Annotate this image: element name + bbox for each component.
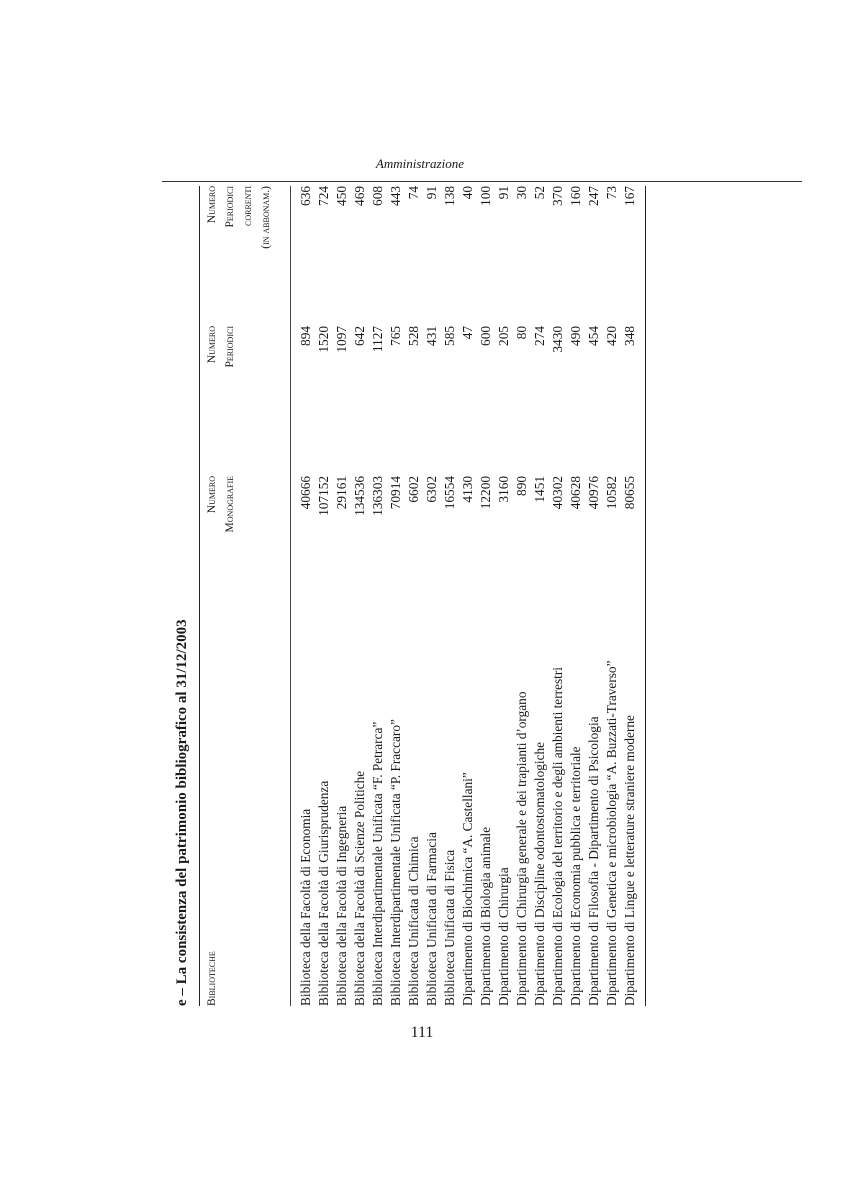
monografie-value: 29161	[333, 476, 349, 510]
table-title: e – La consistenza del patrimonio bibliografico al 31/12/2003	[174, 619, 190, 1006]
library-name: Dipartimento di Ecologia del territorio e degli ambienti terrestri	[549, 667, 565, 1006]
library-name: Dipartimento di Biochimica “A. Castellani”	[459, 772, 475, 1006]
correnti-value: 443	[387, 186, 403, 206]
correnti-value: 40	[459, 186, 475, 200]
monografie-value: 10582	[603, 476, 619, 510]
header-correnti-line: (in abbonam.)	[260, 186, 272, 249]
periodici-value: 454	[585, 326, 601, 346]
periodici-value: 47	[459, 326, 475, 340]
library-name: Biblioteca della Facoltà di Scienze Politiche	[351, 770, 367, 1006]
library-name: Dipartimento di Lingue e letterature straniere moderne	[621, 715, 637, 1006]
monografie-value: 12200	[477, 476, 493, 510]
monografie-value: 107152	[315, 476, 331, 516]
header-periodici	[200, 326, 290, 476]
periodici-value: 1097	[333, 326, 349, 353]
running-head: Amministrazione	[375, 156, 464, 171]
periodici-value: 431	[423, 326, 439, 346]
table-row	[459, 186, 477, 1006]
page-number: 111	[410, 1024, 434, 1041]
monografie-value: 1451	[531, 476, 547, 503]
periodici-value: 205	[495, 326, 511, 346]
correnti-value: 469	[351, 186, 367, 206]
library-holdings-table	[200, 186, 639, 1006]
monografie-value: 134536	[351, 476, 367, 516]
table-row	[549, 186, 567, 1006]
periodici-value: 1520	[315, 326, 331, 353]
monografie-value: 890	[513, 476, 529, 496]
periodici-value: 765	[387, 326, 403, 346]
header-correnti-line: Numero	[206, 186, 218, 224]
periodici-value: 585	[441, 326, 457, 346]
table-row	[531, 186, 549, 1006]
library-name: Biblioteca Interdipartimentale Unificata “P. Fraccaro”	[387, 719, 403, 1006]
library-name: Biblioteca Interdipartimentale Unificata “F. Petrarca”	[369, 721, 385, 1006]
periodici-value: 490	[567, 326, 583, 346]
monografie-value: 70914	[387, 476, 403, 510]
library-name: Biblioteca Unificata di Fisica	[441, 849, 457, 1006]
monografie-value: 136303	[369, 476, 385, 516]
table-row	[351, 186, 369, 1006]
correnti-value: 160	[567, 186, 583, 206]
header-monografie-line: Monografie	[224, 476, 236, 533]
correnti-value: 138	[441, 186, 457, 206]
monografie-value: 80655	[621, 476, 637, 510]
periodici-value: 600	[477, 326, 493, 346]
table-bottom-rule	[645, 186, 646, 1006]
correnti-value: 247	[585, 186, 601, 206]
table-row	[603, 186, 621, 1006]
periodici-value: 1127	[369, 326, 385, 353]
correnti-value: 100	[477, 186, 493, 206]
table-row	[513, 186, 531, 1006]
correnti-value: 450	[333, 186, 349, 206]
library-name: Biblioteca della Facoltà di Ingegneria	[333, 805, 349, 1006]
correnti-value: 608	[369, 186, 385, 206]
library-name: Biblioteca Unificata di Chimica	[405, 836, 421, 1006]
correnti-value: 167	[621, 186, 637, 206]
monografie-value: 6302	[423, 476, 439, 503]
table-row	[297, 186, 315, 1006]
library-name: Biblioteca Unificata di Farmacia	[423, 832, 439, 1006]
monografie-value: 40302	[549, 476, 565, 510]
library-name: Dipartimento di Discipline odontostomatologiche	[531, 741, 547, 1006]
table-row	[387, 186, 405, 1006]
header-correnti-line: Periodici	[224, 186, 236, 228]
periodici-value: 528	[405, 326, 421, 346]
monografie-value: 40666	[297, 476, 313, 510]
periodici-value: 3430	[549, 326, 565, 353]
monografie-value: 3160	[495, 476, 511, 503]
periodici-value: 642	[351, 326, 367, 346]
library-name: Dipartimento di Chirurgia	[495, 867, 511, 1006]
table-row	[315, 186, 333, 1006]
monografie-value: 40628	[567, 476, 583, 510]
library-name: Dipartimento di Economia pubblica e territoriale	[567, 746, 583, 1006]
library-name: Dipartimento di Filosofia - Dipartimento di Psicologia	[585, 716, 601, 1006]
table-row	[567, 186, 585, 1006]
monografie-value: 40976	[585, 476, 601, 510]
correnti-value: 370	[549, 186, 565, 206]
correnti-value: 30	[513, 186, 529, 200]
periodici-value: 894	[297, 326, 313, 346]
correnti-value: 52	[531, 186, 547, 200]
library-name: Dipartimento di Genetica e microbiologia “A. Buzzati-Traverso”	[603, 660, 619, 1006]
header-periodici-line: Numero	[206, 326, 218, 364]
table-row	[495, 186, 513, 1006]
correnti-value: 91	[423, 186, 439, 200]
periodici-value: 348	[621, 326, 637, 346]
monografie-value: 4130	[459, 476, 475, 503]
table-row	[333, 186, 351, 1006]
library-name: Dipartimento di Chirurgia generale e dei trapianti d’organo	[513, 691, 529, 1006]
library-name: Biblioteca della Facoltà di Giurisprudenza	[315, 780, 331, 1006]
correnti-value: 74	[405, 186, 421, 200]
header-biblioteche	[200, 646, 290, 1006]
periodici-value: 80	[513, 326, 529, 340]
table-row	[621, 186, 639, 1006]
header-periodici-correnti	[200, 186, 290, 326]
library-name: Dipartimento di Biologia animale	[477, 826, 493, 1006]
table-row	[369, 186, 387, 1006]
table-row	[585, 186, 603, 1006]
rotated-table-block	[169, 186, 809, 1006]
correnti-value: 636	[297, 186, 313, 206]
table-row	[405, 186, 423, 1006]
monografie-value: 6602	[405, 476, 421, 503]
table-header-row	[200, 186, 290, 1006]
header-correnti-line: correnti	[242, 186, 254, 226]
correnti-value: 73	[603, 186, 619, 200]
header-periodici-line: Periodici	[224, 326, 236, 368]
monografie-value: 16554	[441, 476, 457, 510]
periodici-value: 274	[531, 326, 547, 346]
header-monografie-line: Numero	[206, 476, 218, 514]
table-row	[423, 186, 441, 1006]
correnti-value: 724	[315, 186, 331, 206]
table-row	[477, 186, 495, 1006]
table-row	[441, 186, 459, 1006]
periodici-value: 420	[603, 326, 619, 346]
correnti-value: 91	[495, 186, 511, 200]
header-rule	[162, 181, 802, 182]
header-monografie	[200, 476, 290, 646]
header-biblioteche-label: Biblioteche	[206, 951, 218, 1006]
library-name: Biblioteca della Facoltà di Economia	[297, 808, 313, 1006]
